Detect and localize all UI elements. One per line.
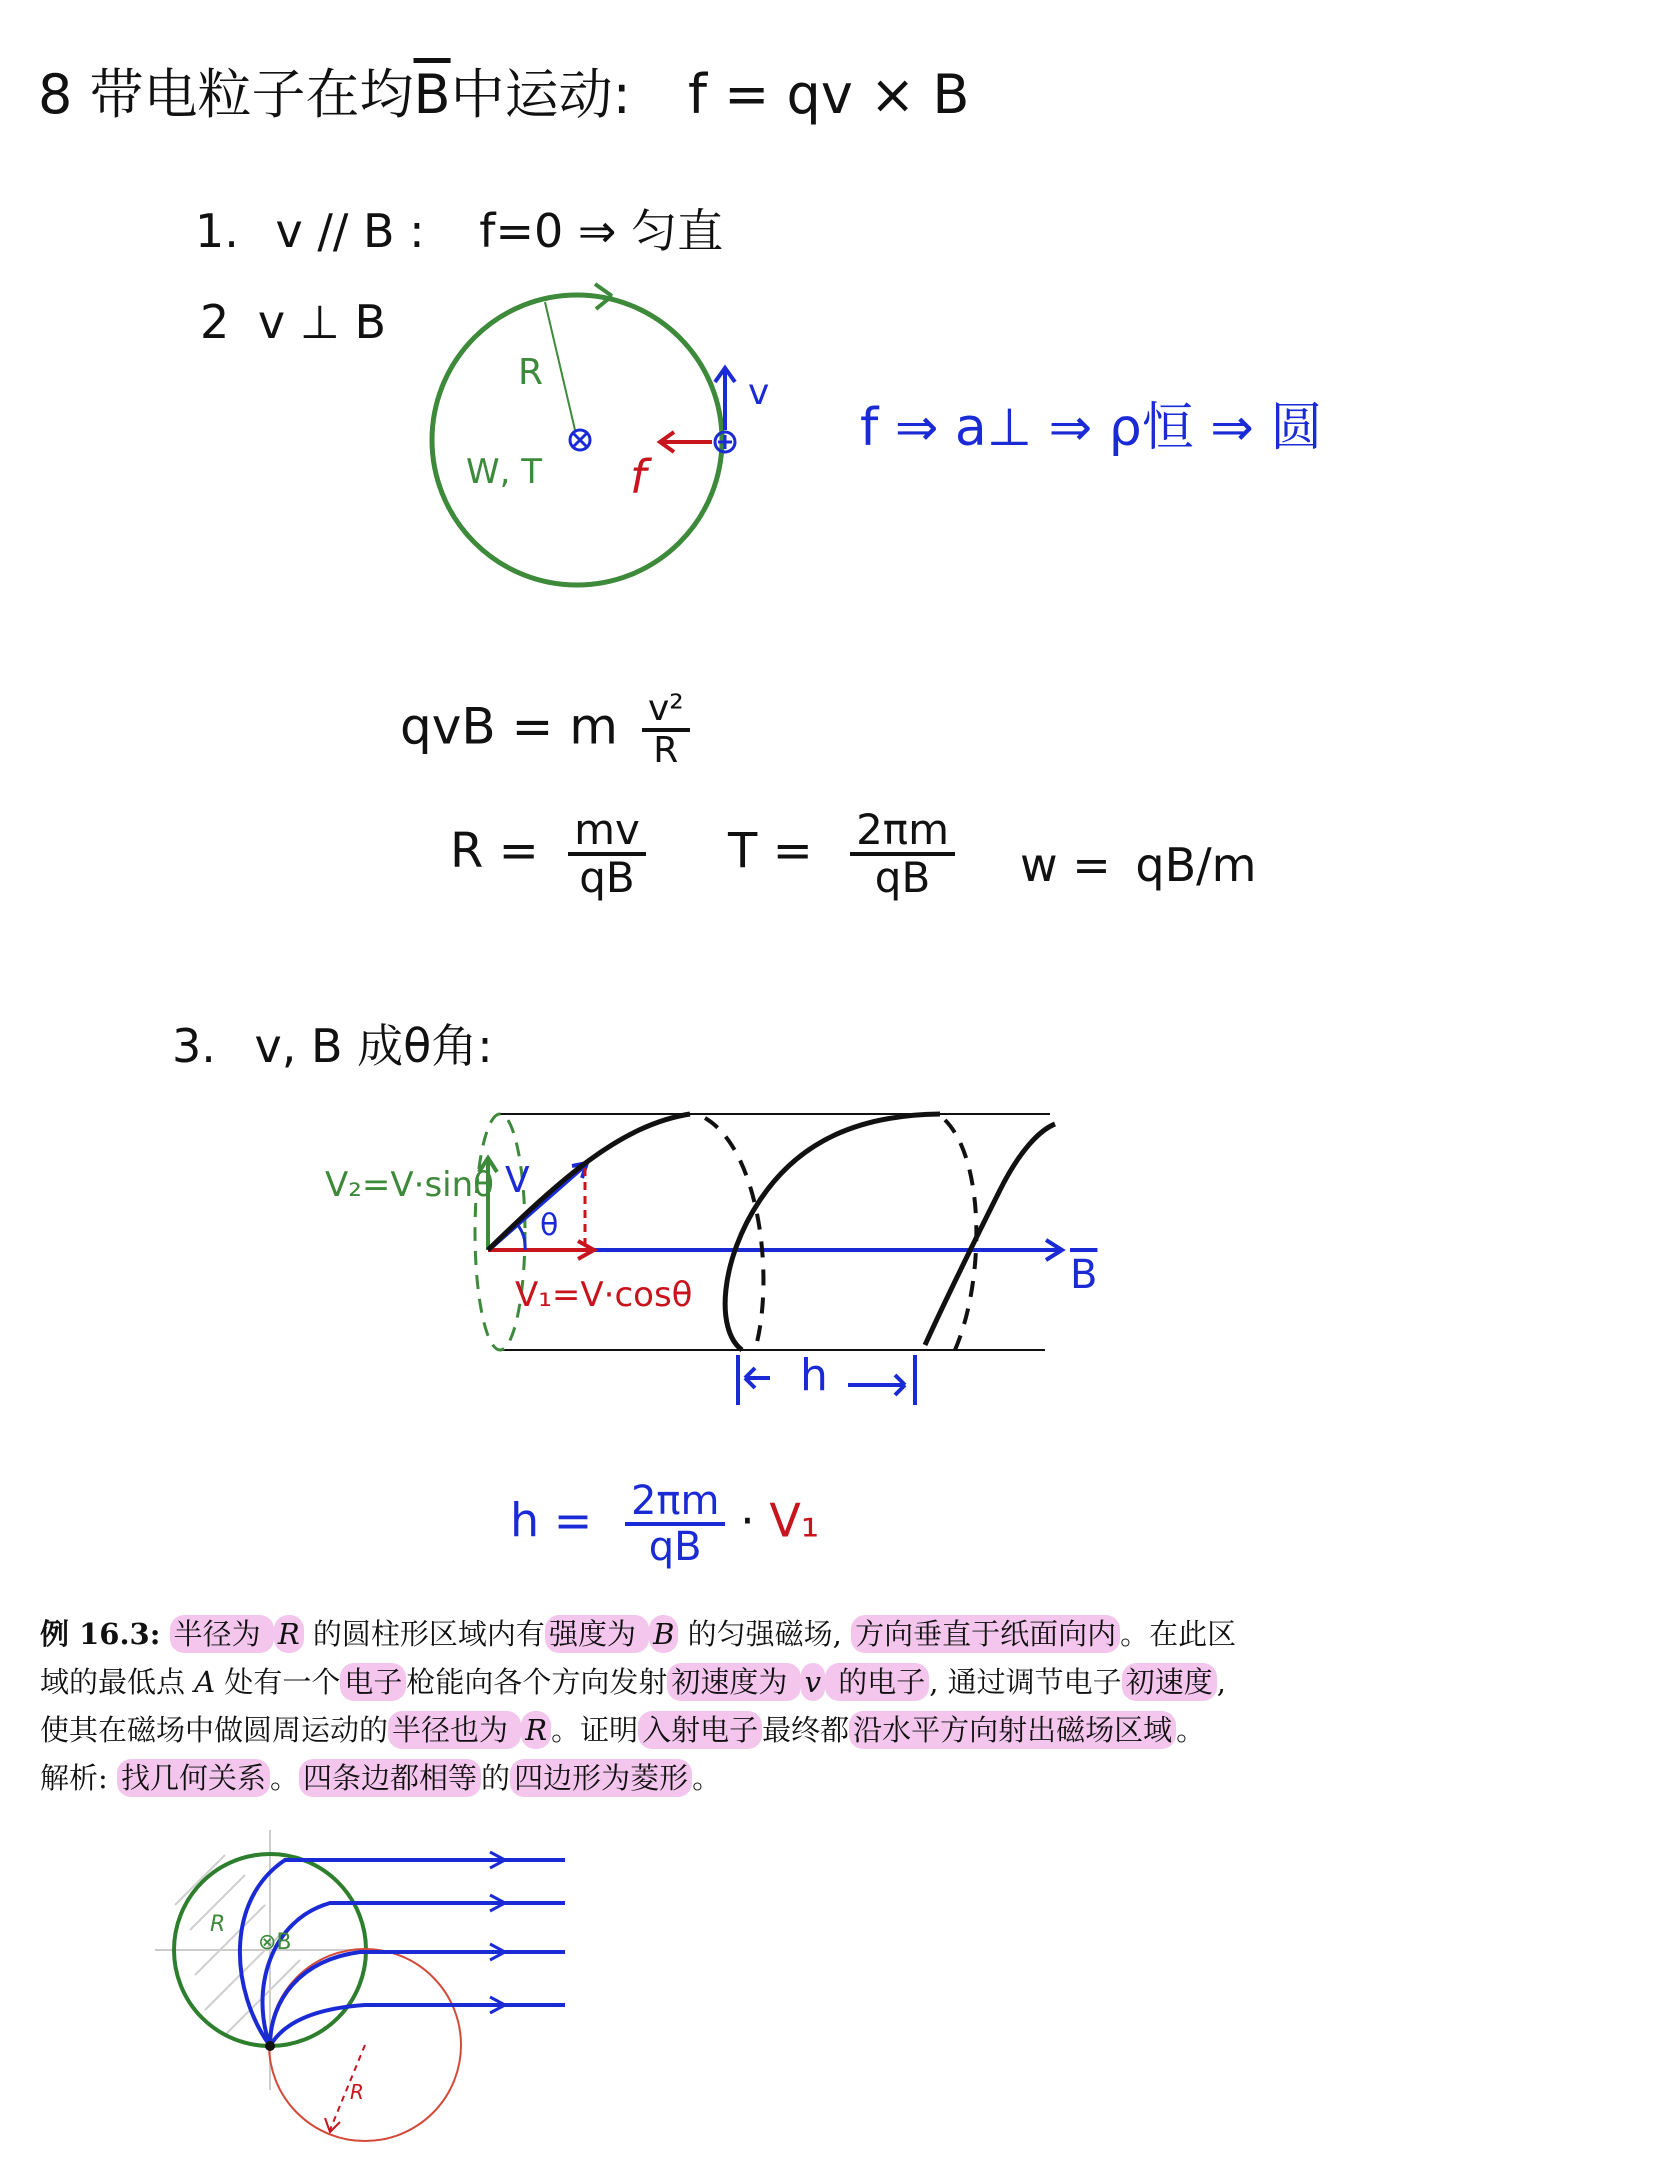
title-formula: f = qv × B [687,63,970,126]
example-line2-segment: 域的最低点 [40,1665,195,1699]
example-line3-segment: 入射电子 [638,1711,762,1749]
example-line3-segment: 半径也为 [388,1711,521,1749]
example-line2-segment: v [801,1663,825,1701]
example-line4-segment: 找几何关系 [117,1759,270,1797]
helix-curve-3 [925,1124,1055,1345]
example-line4-segment: 。 [692,1761,722,1795]
example-line2-segment: 处有一个 [215,1665,341,1699]
example-line3-segment: 使其在磁场中做圆周运动的 [40,1713,389,1747]
radius-eq-den: qB [579,853,635,903]
example-line2-segment: 枪能向各个方向发射 [406,1665,668,1699]
example-line3-segment: 最终都 [762,1713,850,1747]
eq1-lhs: qvB = m [400,697,619,756]
example-line1-segment: 方向垂直于纸面向内 [851,1615,1120,1653]
helix-back-2 [945,1120,976,1350]
case2-condition: v ⊥ B [257,295,387,349]
case3-label: 3. [172,1019,216,1073]
circular-orbit-diagram [432,284,735,585]
example-line-4 [40,1754,1270,1802]
example-line3-segment: 。证明 [551,1713,639,1747]
radius-line [545,302,575,430]
example-line1-segment: 半径为 [170,1615,274,1653]
example-tag: 例 16.3: [40,1617,161,1651]
pitch-right-arrow [848,1375,905,1395]
helix-back-1 [705,1118,763,1350]
pitch-left-arrow [745,1368,770,1388]
title-number: 8 [38,63,73,126]
h-label: h [800,1350,828,1401]
example-line1-segment: 强度为 [545,1615,649,1653]
example-line4-segment: 解析: [40,1761,117,1795]
case3-line [172,1010,493,1076]
equation-radius [450,805,646,903]
orbit-radius-label: R [350,2080,364,2104]
equation-pitch [510,1480,819,1568]
v-label: V [505,1160,530,1201]
v1-label: V₁=V·cosθ [515,1275,693,1315]
v2-label: V₂=V·sinθ [325,1165,494,1205]
example-line-3 [40,1706,1270,1754]
example-line2-segment: , [1216,1665,1226,1699]
example-line-1 [40,1610,1270,1658]
trajectory-2 [263,1903,566,2046]
title-text: 带电粒子在均 [89,63,414,126]
example-line2-segment: 电子 [340,1663,406,1701]
example-line3-segment: 。 [1176,1713,1206,1747]
region-radius-label: R [210,1912,226,1937]
helix-curve-2 [725,1114,940,1350]
case3-text: v, B 成θ角: [254,1019,493,1073]
trajectory-3 [270,1952,565,2046]
example-line1-segment: B [649,1615,678,1653]
velocity-label: v [748,372,770,413]
period-eq-den: qB [874,853,931,903]
example-line2-segment: 初速度为 [667,1663,800,1701]
b-label: $\overline{B}$ [1070,1252,1098,1298]
pitch-eq-v1: V₁ [769,1493,820,1548]
example-line4-segment: 四边形为菱形 [510,1759,692,1797]
title-tail: 中运动: [450,63,631,126]
pitch-eq-den: qB [648,1524,702,1570]
radius-eq-lhs: R = [450,823,539,880]
example-line4-segment: 。 [270,1761,300,1795]
example-line4-segment: 四条边都相等 [299,1759,481,1797]
radius-label: R [518,352,544,393]
example-line2-segment: 初速度 [1122,1663,1217,1701]
equation-omega [1020,838,1257,892]
example-line-2 [40,1658,1270,1706]
equation-force-balance [400,690,690,770]
case2-label: 2 [200,295,230,349]
equation-period [728,805,955,903]
eq1-den: R [653,729,679,771]
example-line4-segment: 的 [481,1761,511,1795]
point-a [265,2041,275,2051]
example-line3-segment: R [521,1711,551,1749]
example-line1-segment: R [274,1615,304,1653]
pitch-eq-num: 2πm [625,1480,726,1526]
wt-label: W, T [466,452,543,492]
example-line2-segment: , 通过调节电子 [929,1665,1122,1699]
period-eq-num: 2πm [850,808,955,856]
example-line1-segment: 。在此区 [1120,1617,1237,1651]
theta-label: θ [540,1208,559,1243]
period-eq-lhs: T = [728,823,813,880]
example-line2-segment: A [194,1665,216,1699]
radius-eq-num: mv [568,808,646,856]
trajectory-4 [270,2005,565,2046]
pitch-eq-lhs: h = [510,1493,593,1548]
case1-label: 1. [195,204,239,258]
example-line1-segment: 的匀强磁场, [678,1617,852,1651]
example-block [40,1610,1270,1802]
force-label: f [630,450,647,504]
example-line3-segment: 沿水平方向射出磁场区域 [849,1711,1176,1749]
field-label: ⊗B [258,1930,292,1955]
case2-chain: f ⇒ a⊥ ⇒ ρ恒 ⇒ 圆 [860,398,1323,458]
pitch-eq-dot: · [740,1493,755,1548]
omega-eq-value: qB/m [1135,838,1257,892]
eq1-num: v² [642,690,690,732]
omega-eq-lhs: w = [1020,838,1111,892]
case1-condition: v // B : [275,204,425,258]
helix-diagram [475,1114,1062,1405]
example-line1-segment: 的圆柱形区域内有 [303,1617,545,1651]
example-line2-segment: 的电子 [825,1663,929,1701]
title-vec-b: $\overline{B}$ [413,63,451,126]
case1-result: f=0 ⇒ 匀直 [479,204,724,258]
